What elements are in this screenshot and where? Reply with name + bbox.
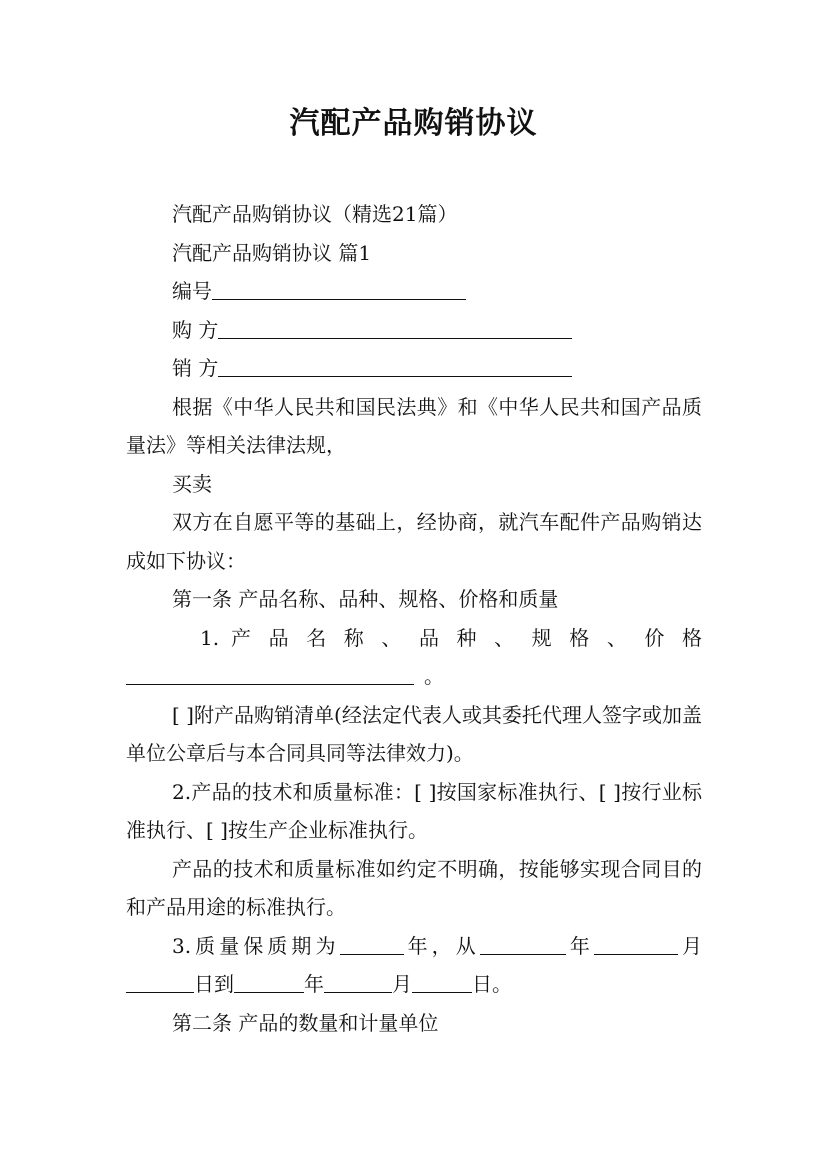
item-3-line-1 bbox=[126, 927, 702, 966]
article-1-heading: 第一条 产品名称、品种、规格、价格和质量 bbox=[172, 587, 559, 611]
blank bbox=[324, 970, 392, 993]
number-field-line bbox=[126, 272, 702, 311]
item-3-text-g: 月 bbox=[392, 972, 412, 996]
document-body bbox=[126, 195, 702, 1042]
buyer-field-line bbox=[126, 311, 702, 350]
buyer-label: 购 方 bbox=[172, 317, 219, 342]
item-3-text-b: 年，从 bbox=[403, 933, 480, 958]
item-3-line-2 bbox=[126, 965, 702, 1004]
paragraph-legal-basis: 根据《中华人民共和国民法典》和《中华人民共和国产品质量法》等相关法律法规， bbox=[126, 394, 702, 457]
blank bbox=[480, 932, 566, 955]
blank bbox=[126, 970, 194, 993]
paragraph-standard-unclear: 产品的技术和质量标准如约定不明确，按能够实现合同目的和产品用途的标准执行。 bbox=[126, 856, 702, 919]
item-1-end: 。 bbox=[424, 664, 444, 688]
blank bbox=[234, 970, 304, 993]
blank bbox=[412, 970, 472, 993]
item-1-blank-line bbox=[126, 657, 702, 696]
paragraph-agreement: 双方在自愿平等的基础上，经协商，就汽车配件产品购销达成如下协议： bbox=[126, 510, 702, 573]
item-3-text-d: 月 bbox=[677, 933, 703, 958]
number-label: 编号 bbox=[172, 279, 212, 303]
paragraph-quality-standard: 2.产品的技术和质量标准：[ ]按国家标准执行、[ ]按行业标准执行、[ ]按生产企业标准执行。 bbox=[126, 779, 702, 842]
number-blank bbox=[212, 277, 466, 300]
item-3-text-e: 日到 bbox=[194, 972, 234, 996]
section-heading: 汽配产品购销协议 篇1 bbox=[172, 240, 372, 265]
item-3-text-f: 年 bbox=[304, 972, 324, 996]
item-1-blank bbox=[126, 662, 414, 685]
item-3-text-c: 年 bbox=[565, 933, 594, 958]
paragraph-buy-sell: 买卖 bbox=[172, 471, 212, 496]
article-2-heading: 第二条 产品的数量和计量单位 bbox=[172, 1010, 439, 1035]
seller-label: 销 方 bbox=[172, 356, 219, 380]
blank bbox=[340, 932, 404, 955]
paragraph-product-list: [ ]附产品购销清单(经法定代表人或其委托代理人签字或加盖单位公章后与本合同具同等法律效力)。 bbox=[126, 702, 702, 765]
item-3-text-a: 3.质量保质期为 bbox=[172, 933, 340, 958]
document-title: 汽配产品购销协议 bbox=[289, 106, 538, 141]
buyer-blank bbox=[218, 316, 572, 339]
seller-blank bbox=[218, 354, 572, 377]
seller-field-line bbox=[126, 349, 702, 388]
item-1-label: 1. 产 品 名 称 、 品 种 、 规 格 、 价 格 bbox=[200, 625, 702, 650]
subtitle-line: 汽配产品购销协议（精选21篇） bbox=[172, 202, 458, 226]
blank bbox=[594, 932, 678, 955]
item-3-text-h: 日。 bbox=[472, 972, 512, 996]
